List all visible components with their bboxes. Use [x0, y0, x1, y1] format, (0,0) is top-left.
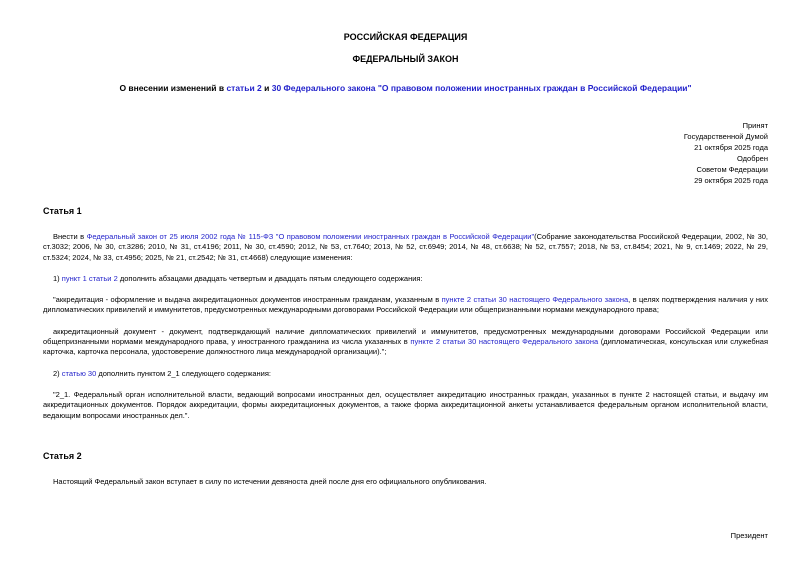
doc-type-heading: ФЕДЕРАЛЬНЫЙ ЗАКОН — [352, 54, 459, 64]
text-segment: 1) — [53, 273, 62, 283]
article-paragraph — [43, 232, 768, 263]
article-paragraph — [43, 477, 768, 487]
text-segment: и — [261, 83, 272, 93]
text-segment: (Собрание законодательства Российской Федерации, 2002, № 30, ст.3032; 2006, № 30, ст.3286; 2010, № 31, ст.4196; 2011, № 30, ст.4590; 2012, № 53, ст.7640; 2013, № 52, ст.6949; 2014, № 48, ст.6638; № 52, ст.7557; 2018, № 53, ст.8454; 2021, № 9, ст.1469; 2022, № 29, ст.5324; 2024, № 33, ст.4956; 2025, № 21, ст.2542; № 31, ст.4668) следующие изменения: — [43, 232, 769, 262]
document-title — [43, 83, 768, 94]
text-segment: дополнить пунктом 2_1 следующего содержания: — [96, 368, 271, 378]
inline-link[interactable]: 30 Федерального закона "О правовом положении иностранных граждан в Российской Федерации" — [271, 83, 692, 93]
inline-link[interactable]: пункте 2 статьи 30 настоящего Федерального закона — [410, 337, 599, 347]
adoption-line: 29 октября 2025 года — [694, 176, 768, 185]
article-paragraph — [43, 295, 768, 316]
article-heading: Статья 1 — [43, 206, 82, 216]
adoption-block — [43, 120, 768, 186]
inline-link[interactable]: пункт 1 статьи 2 — [61, 273, 118, 283]
inline-link[interactable]: Федеральный закон от 25 июля 2002 года № 115-ФЗ "О правовом положении иностранных граждан в Российской Федерации" — [86, 232, 535, 241]
text-segment: (дипломатическая, консульская или служебная карточка, карточка персонала, удостоверение должностного лица международной организации)."; — [43, 337, 769, 357]
signature-line: Президент — [730, 531, 768, 541]
text-segment: "аккредитация - оформление и выдача аккредитационных документов иностранным гражданам, указанным в — [53, 295, 442, 305]
article-heading: Статья 2 — [43, 450, 82, 461]
article-paragraph — [43, 274, 768, 284]
text-segment: "2_1. Федеральный орган исполнительной власти, ведающий вопросами иностранных дел, осуществляет аккредитацию иностранных граждан, указанных в пункте 2 настоящей статьи, и выдачу им аккредитационных документов. Порядок аккредитации, формы аккредитационных документов, а также форма аккредитационной анкеты устанавливается федеральным органом исполнительной власти, ведающим вопросами иностранных дел.". — [43, 389, 768, 420]
text-segment: 2) — [53, 368, 62, 378]
text-segment: аккредитационный документ - документ, подтверждающий наличие дипломатических привилегий и иммунитетов, предусмотренных международными договорами Российской Федерации или общепризнанными нормами международного права, у иностранного гражданина из числа указанных в — [43, 326, 768, 347]
article-paragraph — [43, 327, 768, 358]
inline-link[interactable]: пункте 2 статьи 30 настоящего Федерального закона — [441, 295, 629, 305]
adoption-line: Принят — [742, 121, 768, 130]
text-segment: дополнить абзацами двадцать четвертым и двадцать пятым следующего содержания: — [117, 273, 423, 283]
inline-link[interactable]: статью 30 — [61, 368, 97, 378]
text-segment: Внести в — [53, 232, 87, 241]
article-paragraph — [43, 390, 768, 421]
country-heading: РОССИЙСКАЯ ФЕДЕРАЦИЯ — [343, 32, 468, 42]
adoption-line: Одобрен — [737, 154, 768, 163]
document-body — [43, 206, 768, 487]
text-segment: , в целях подтверждения наличия у них дипломатических привилегий и иммунитетов, предусмотренных международными договорами Российской Федерации или общепризнанными нормами международного права; — [43, 295, 768, 315]
inline-link[interactable]: статьи 2 — [226, 83, 262, 93]
text-segment: О внесении изменений в — [119, 83, 227, 93]
adoption-line: Государственной Думой — [683, 132, 768, 141]
adoption-line: 21 октября 2025 года — [694, 143, 768, 152]
adoption-line: Советом Федерации — [696, 165, 768, 174]
text-segment: Настоящий Федеральный закон вступает в силу по истечении девяноста дней после дня его официального опубликования. — [53, 476, 487, 486]
article-paragraph — [43, 369, 768, 379]
